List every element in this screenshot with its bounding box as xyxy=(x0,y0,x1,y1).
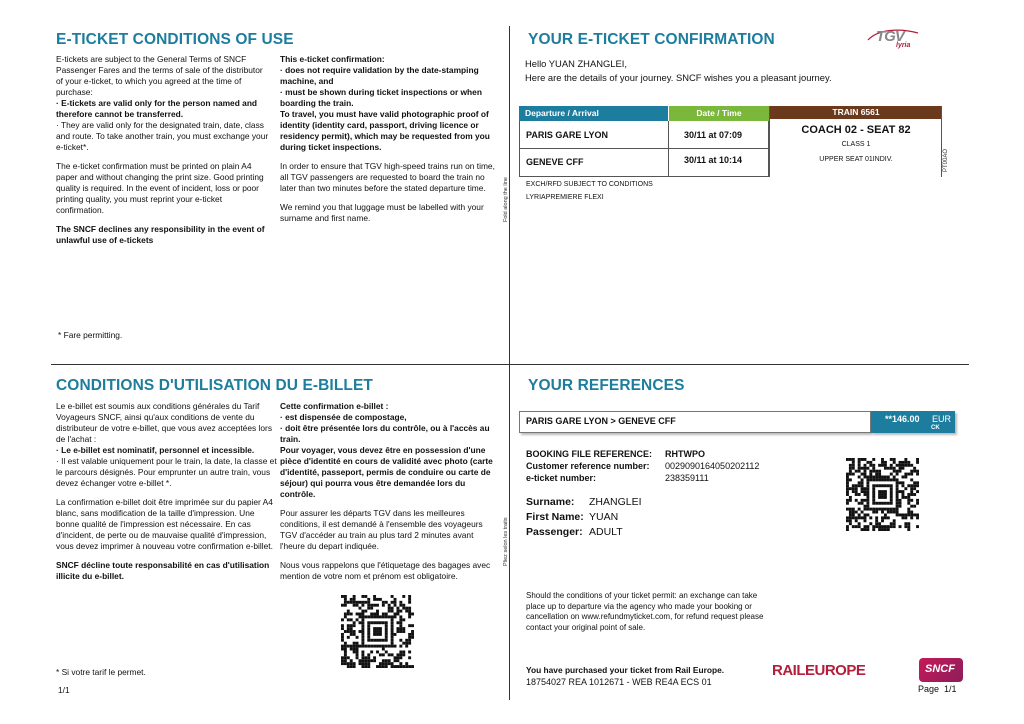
paragraph: The SNCF declines any responsibility in the event of unlawful use of e-tickets xyxy=(56,224,265,245)
sncf-logo xyxy=(919,658,963,682)
conditions-fr-col1 xyxy=(56,401,278,582)
paragraph: · doit être présentée lors du contrôle, ou à l'accès au train. xyxy=(280,423,490,444)
paragraph: Nous vous rappelons que l'étiquetage des bagages avec mention de votre nom et prénom est obligatoire. xyxy=(280,560,491,581)
fold-label-fr: Pliez selon les traits xyxy=(503,517,509,566)
passenger-value: ADULT xyxy=(589,526,623,538)
paragraph: Le e-billet est soumis aux conditions générales du Tarif Voyageurs SNCF, ainsi qu'aux conditions de vente du distributeur de votre e-billet, que vous avez acceptées lors de l'achat : xyxy=(56,401,273,444)
horizontal-fold-line xyxy=(51,364,969,365)
fare-footnote: * Fare permitting. xyxy=(58,330,123,340)
arrival-station: GENEVE CFF xyxy=(526,157,584,167)
fold-label: Fold along the line xyxy=(503,177,509,222)
conditions-fr-col2 xyxy=(280,401,496,582)
payment-code: CK xyxy=(931,425,940,431)
paragraph: · Il est valable uniquement pour le train, la date, la classe et le parcours désignés. Pour emprunter un autre train, vous devez échanger votre e-billet *. xyxy=(56,456,277,488)
fare-footnote-fr: * Si votre tarif le permet. xyxy=(56,667,146,677)
firstname-value: YUAN xyxy=(589,511,619,523)
travel-class: CLASS 1 xyxy=(841,141,871,148)
reference-route: PARIS GARE LYON > GENEVE CFF xyxy=(526,416,676,426)
lyria-logo-text: lyria xyxy=(896,42,911,49)
paragraph: E-tickets are subject to the General Terms of SNCF Passenger Fares and the terms of sale of the distributor of your e-ticket, to which you agreed at the time of purchase: xyxy=(56,54,263,97)
rail-europe-logo xyxy=(772,662,865,679)
seat-description: UPPER SEAT 01INDIV. xyxy=(819,156,893,163)
purchase-codes: 18754027 REA 1012671 - WEB RE4A ECS 01 xyxy=(526,677,712,687)
purchase-note: You have purchased your ticket from Rail Europe. xyxy=(526,665,725,675)
paragraph: La confirmation e-billet doit être imprimée sur du papier A4 blanc, sans modification de la taille d'impression. Une bonne qualité de l'impression est nécessaire. En cas d'incident, de perte ou de mauvaise qualité d'impression, vous devez imprimer à nouveau votre confirmation e-billet. xyxy=(56,497,273,551)
booking-value: RHTWPO xyxy=(665,449,705,459)
price-amount: **146.00 xyxy=(885,414,920,424)
paragraph: · est dispensée de compostage, xyxy=(280,412,407,422)
eticket-label: e-ticket number: xyxy=(526,473,597,483)
train-header: TRAIN 6561 xyxy=(770,106,942,119)
price-box xyxy=(871,411,955,433)
paragraph: Cette confirmation e-billet : xyxy=(280,401,389,411)
booking-label: BOOKING FILE REFERENCE: xyxy=(526,449,653,459)
customer-ref-value: 0029090164050202112 xyxy=(665,461,760,471)
route-header: Departure / Arrival xyxy=(519,106,668,121)
qr-code xyxy=(341,595,414,668)
coach-seat: COACH 02 - SEAT 82 xyxy=(801,124,911,136)
journey-intro: Here are the details of your journey. SNCF wishes you a pleasant journey. xyxy=(525,72,832,83)
paragraph: · E-tickets are valid only for the person named and therefore cannot be transferred. xyxy=(56,98,258,119)
paragraph: To travel, you must have valid photographic proof of identity (identity card, passport, driving licence or residency permit), which may be requested from you during ticket inspections. xyxy=(280,109,490,152)
price-currency: EUR xyxy=(932,414,952,424)
eticket-value: 238359111 xyxy=(665,473,709,483)
datetime-header: Date / Time xyxy=(669,106,769,121)
paragraph: In order to ensure that TGV high-speed trains run on time, all TGV passengers are requested to board the train no later than two minutes before the stated departure time. xyxy=(280,161,495,193)
greeting: Hello YUAN ZHANGLEI, xyxy=(525,58,627,69)
passenger-label: Passenger: xyxy=(526,526,583,538)
departure-datetime: 30/11 at 07:09 xyxy=(684,130,743,140)
tgv-lyria-logo xyxy=(866,27,920,53)
paragraph: SNCF décline toute responsabilité en cas d'utilisation illicite du e-billet. xyxy=(56,560,270,581)
conditions-fr-title: CONDITIONS D'UTILISATION DU E-BILLET xyxy=(56,377,373,394)
ticket-qr-code xyxy=(846,458,919,531)
references-title: YOUR REFERENCES xyxy=(528,377,685,394)
arrival-datetime: 30/11 at 10:14 xyxy=(684,155,743,165)
surname-value: ZHANGLEI xyxy=(589,496,642,508)
paragraph: · Le e-billet est nominatif, personnel et incessible. xyxy=(56,445,255,455)
conditions-title: E-TICKET CONDITIONS OF USE xyxy=(56,31,294,48)
exchange-note: Should the conditions of your ticket permit: an exchange can take place up to departure via the agency who made your booking or cancellation on www.refundmyticket.com, for refund request please contact your original point of sale. xyxy=(526,591,764,632)
customer-ref-label: Customer reference number: xyxy=(526,461,650,471)
rail-europe-text: RAILEUROPE xyxy=(772,662,866,679)
side-code: PT00AO xyxy=(943,148,949,172)
page-label: Page 1/1 xyxy=(918,684,957,694)
paragraph: · does not require validation by the date-stamping machine, and xyxy=(280,65,479,86)
surname-label: Surname: xyxy=(526,496,575,508)
page-number-left: 1/1 xyxy=(58,685,70,695)
conditions-col2 xyxy=(280,54,496,224)
paragraph: · They are valid only for the designated train, date, class and route. To take another train, you must exchange your e-ticket*. xyxy=(56,120,269,152)
paragraph: The e-ticket confirmation must be printed on plain A4 paper and without changing the print size. Good printing quality is required. In the event of incident, loss or poor printing quality, you must reprint your e-ticket confirmation. xyxy=(56,161,264,215)
paragraph: This e-ticket confirmation: xyxy=(280,54,385,64)
paragraph: We remind you that luggage must be labelled with your surname and first name. xyxy=(280,202,484,223)
tgv-logo-text: TGV xyxy=(876,28,904,45)
paragraph: · must be shown during ticket inspections or when boarding the train. xyxy=(280,87,482,108)
paragraph: Pour voyager, vous devez être en possession d'une pièce d'identité en cours de validité avec photo (carte d'identité, passeport, permis de conduire ou carte de séjour) qui pourra vous être demandée lors du contrôle. xyxy=(280,445,493,499)
fare-name: LYRIAPREMIERE FLEXI xyxy=(526,194,604,201)
departure-station: PARIS GARE LYON xyxy=(526,130,609,140)
conditions-col1 xyxy=(56,54,270,246)
sncf-logo-text: SNCF xyxy=(925,663,955,675)
confirmation-title: YOUR E-TICKET CONFIRMATION xyxy=(528,31,775,48)
vertical-fold-line xyxy=(509,26,510,700)
exchange-conditions: EXCH/RFD SUBJECT TO CONDITIONS xyxy=(526,181,653,188)
firstname-label: First Name: xyxy=(526,511,584,523)
paragraph: Pour assurer les départs TGV dans les meilleures conditions, il est demandé à l'ensemble des voyageurs TGV d'accéder au train au plus tard 2 minutes avant l'heure du depart indiquée. xyxy=(280,508,483,551)
